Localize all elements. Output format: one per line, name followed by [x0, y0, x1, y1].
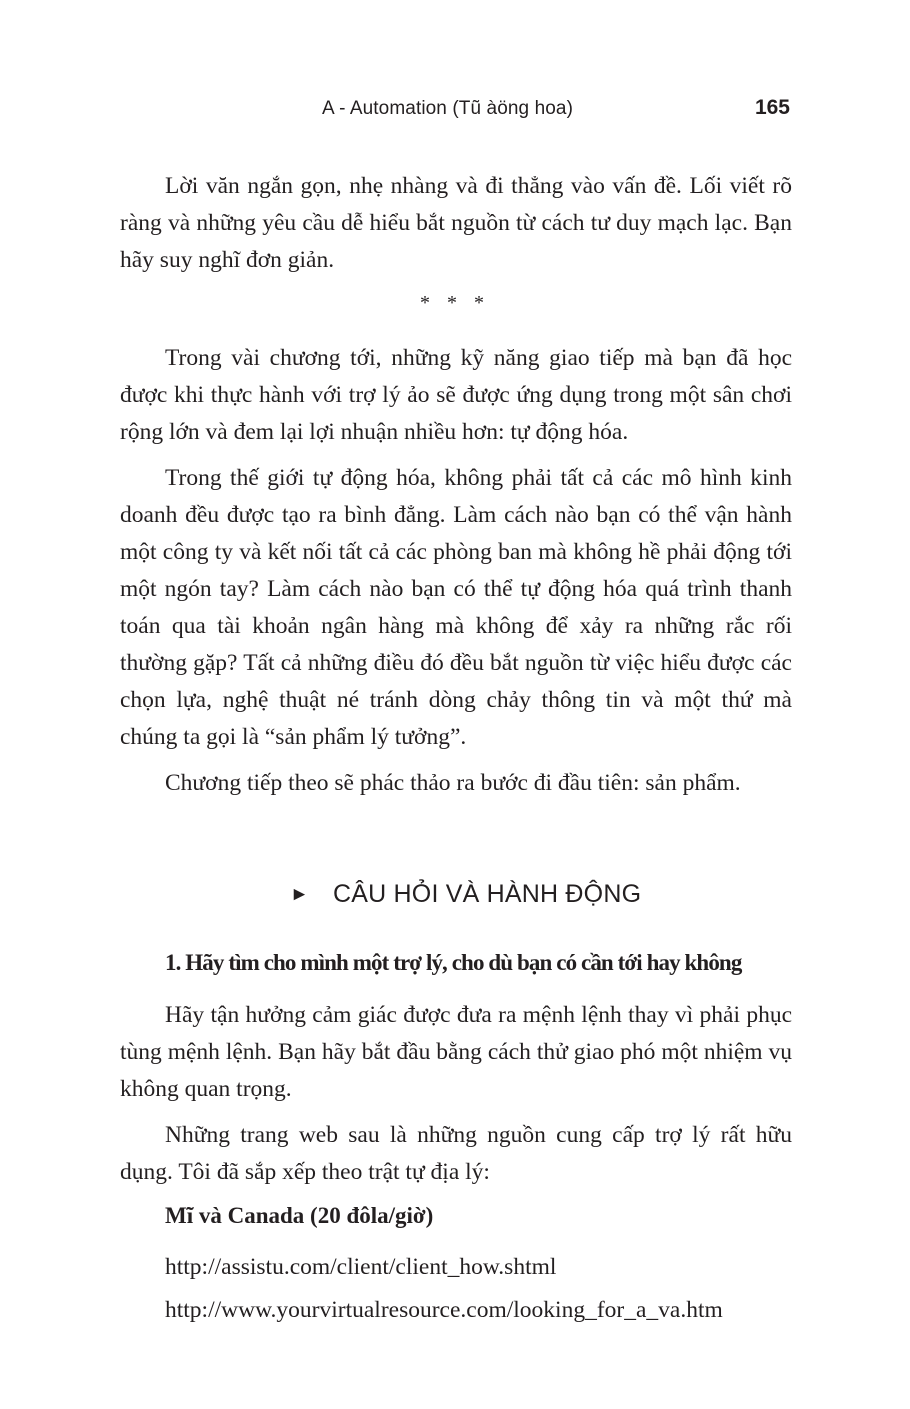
- paragraph: Trong thế giới tự động hóa, không phải tất cả các mô hình kinh doanh đều được tạo ra bình đẳng. Làm cách nào bạn có thể vận hành một công ty và kết nối tất cả các phòng ban mà không hề phải động tới một ngón tay? Làm cách nào bạn có thể tự động hóa quá trình thanh toán qua tài khoản ngân hàng mà không để xảy ra những rắc rối thường gặp? Tất cả những điều đó đều bắt nguồn từ việc hiểu được các chọn lựa, nghệ thuật né tránh dòng chảy thông tin và một thứ mà chúng ta gọi là “sản phẩm lý tưởng”.: [120, 465, 792, 750]
- region-heading: Mĩ và Canada (20 đôla/giờ): [165, 1203, 434, 1228]
- paragraph: Hãy tận hưởng cảm giác được đưa ra mệnh lệnh thay vì phải phục tùng mệnh lệnh. Bạn hãy bắt đầu bằng cách thử giao phó một nhiệm vụ không quan trọng.: [120, 1002, 792, 1102]
- paragraph: Trong vài chương tới, những kỹ năng giao tiếp mà bạn đã học được khi thực hành với trợ lý ảo sẽ được ứng dụng trong một sân chơi rộng lớn và đem lại lợi nhuận nhiều hơn: tự động hóa.: [120, 345, 792, 445]
- body-text: [120, 340, 792, 802]
- paragraph: Lời văn ngắn gọn, nhẹ nhàng và đi thẳng vào vấn đề. Lối viết rõ ràng và những yêu cầu dễ hiểu bắt nguồn từ cách tư duy mạch lạc. Bạn hãy suy nghĩ đơn giản.: [120, 173, 792, 273]
- section-divider: * * *: [420, 292, 490, 314]
- website-link: http://assistu.com/client/client_how.shtml: [165, 1254, 557, 1280]
- triangle-right-icon: ►: [290, 884, 310, 905]
- website-link: http://www.yourvirtualresource.com/looking_for_a_va.htm: [165, 1297, 723, 1323]
- paragraph: Chương tiếp theo sẽ phác thảo ra bước đi đầu tiên: sản phẩm.: [165, 770, 741, 796]
- running-title: A - Automation (Tũ àöng hoa): [322, 98, 574, 119]
- paragraph: Những trang web sau là những nguồn cung cấp trợ lý rất hữu dụng. Tôi đã sắp xếp theo trật tự địa lý:: [120, 1122, 792, 1185]
- page-number: 165: [754, 96, 790, 119]
- item-text: [120, 997, 792, 1191]
- running-header: [0, 96, 910, 126]
- section-heading-text: CÂU HỎI VÀ HÀNH ĐỘNG: [333, 880, 642, 908]
- item-heading: 1. Hãy tìm cho mình một trợ lý, cho dù bạn có cần tới hay không: [165, 950, 742, 975]
- intro-text: [120, 168, 792, 279]
- section-heading: [290, 880, 641, 909]
